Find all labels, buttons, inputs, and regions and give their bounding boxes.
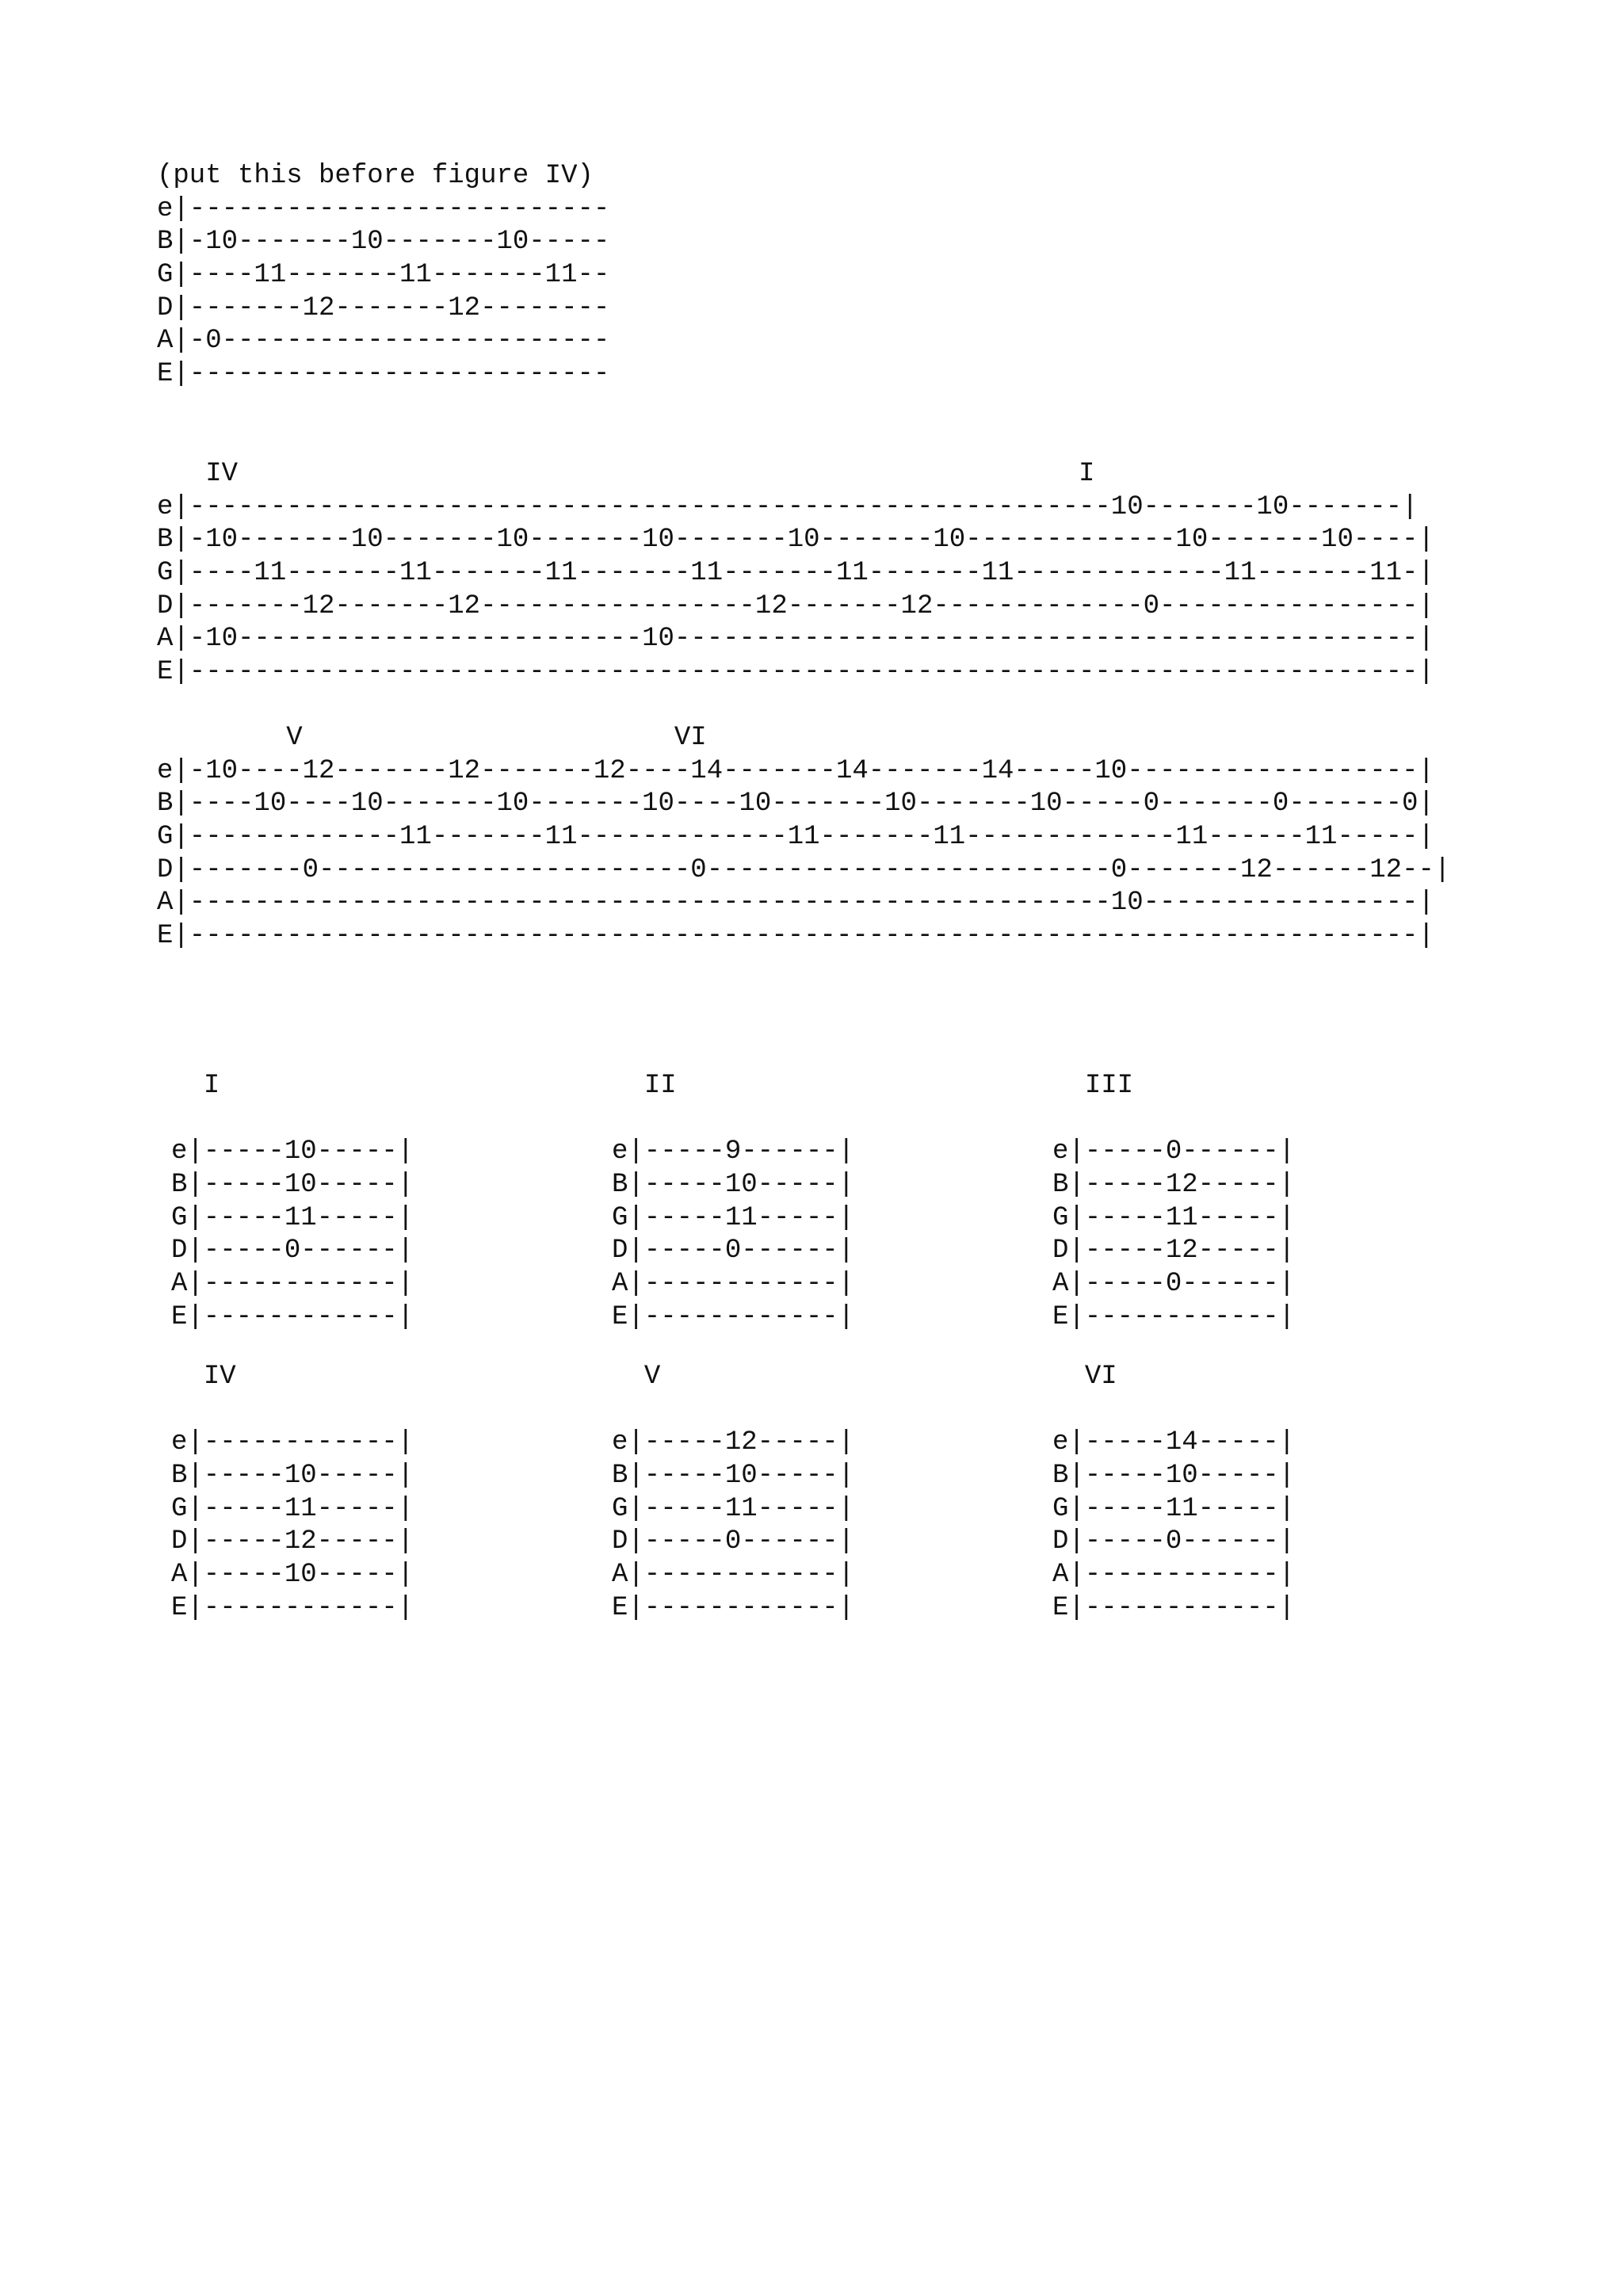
chord-VI-string-D: D|-----0------|: [1052, 1526, 1296, 1557]
chord-V-string-G: G|-----11-----|: [612, 1493, 855, 1524]
tab-system-2: [157, 722, 1450, 953]
system1-string-E: E|----------------------------------------------------------------------------|: [157, 657, 1434, 688]
chord-V-string-D: D|-----0------|: [612, 1526, 855, 1557]
chord-diagram-IV: [171, 1361, 414, 1626]
chord-II-string-A: A|------------|: [612, 1269, 855, 1300]
chord-I-string-E: E|------------|: [171, 1301, 414, 1332]
chord-VI-string-A: A|------------|: [1052, 1560, 1296, 1591]
chord-I-string-G: G|-----11-----|: [171, 1202, 414, 1233]
tab-system-1: [157, 458, 1434, 690]
chord-diagram-V: [612, 1361, 854, 1626]
chord-VI-string-e: e|-----14-----|: [1052, 1427, 1296, 1458]
intro-tab-block: [157, 160, 609, 392]
system2-string-A: A|---------------------------------------------------------10-----------------|: [157, 888, 1434, 919]
chord-IV-name: IV: [203, 1362, 236, 1392]
chord-III-name: III: [1084, 1071, 1134, 1101]
chord-diagram-III: [1052, 1070, 1295, 1335]
chord-III-string-E: E|------------|: [1052, 1301, 1296, 1332]
chord-III-string-B: B|-----12-----|: [1052, 1170, 1296, 1201]
chord-diagram-VI: [1052, 1361, 1295, 1626]
chord-I-string-A: A|------------|: [171, 1269, 414, 1300]
chord-II-string-E: E|------------|: [612, 1301, 855, 1332]
chord-V-string-e: e|-----12-----|: [612, 1427, 855, 1458]
system2-string-D: D|-------0-----------------------0-------------------------0-------12------12--|: [157, 854, 1451, 885]
chord-II-string-D: D|-----0------|: [612, 1236, 855, 1266]
system1-string-G: G|----11-------11-------11-------11-------11-------11-------------11-------11-|: [157, 558, 1434, 589]
chord-I-name: I: [203, 1071, 220, 1101]
chord-VI-string-B: B|-----10-----|: [1052, 1461, 1296, 1492]
intro-string-D: D|-------12-------12--------: [157, 292, 610, 323]
system1-chord-markers: IV I: [157, 459, 1095, 489]
chord-II-string-B: B|-----10-----|: [612, 1170, 855, 1201]
chord-IV-string-D: D|-----12-----|: [171, 1526, 414, 1557]
system2-string-B: B|----10----10-------10-------10----10-------10-------10-----0-------0-------0|: [157, 789, 1434, 819]
chord-V-string-B: B|-----10-----|: [612, 1461, 855, 1492]
intro-string-B: B|-10-------10-------10-----: [157, 227, 610, 258]
chord-IV-string-e: e|------------|: [171, 1427, 414, 1458]
system2-string-G: G|-------------11-------11-------------11-------11-------------11------11-----|: [157, 822, 1434, 853]
chord-IV-string-E: E|------------|: [171, 1592, 414, 1623]
chord-III-string-e: e|-----0------|: [1052, 1137, 1296, 1167]
chord-diagram-II: [612, 1070, 854, 1335]
system2-string-E: E|----------------------------------------------------------------------------|: [157, 921, 1434, 952]
chord-VI-string-E: E|------------|: [1052, 1592, 1296, 1623]
intro-string-G: G|----11-------11-------11--: [157, 260, 610, 291]
intro-string-e: e|--------------------------: [157, 193, 610, 224]
system1-string-D: D|-------12-------12-----------------12-------12-------------0----------------|: [157, 590, 1434, 621]
chord-I-string-e: e|-----10-----|: [171, 1137, 414, 1167]
chord-II-string-e: e|-----9------|: [612, 1137, 855, 1167]
chord-III-string-D: D|-----12-----|: [1052, 1236, 1296, 1266]
chord-II-name: II: [643, 1071, 677, 1101]
chord-III-string-G: G|-----11-----|: [1052, 1202, 1296, 1233]
chord-IV-string-A: A|-----10-----|: [171, 1560, 414, 1591]
system1-string-B: B|-10-------10-------10-------10-------10-------10-------------10-------10----|: [157, 525, 1434, 556]
chord-V-name: V: [643, 1362, 661, 1392]
chord-V-string-A: A|------------|: [612, 1560, 855, 1591]
chord-II-string-G: G|-----11-----|: [612, 1202, 855, 1233]
chord-IV-string-G: G|-----11-----|: [171, 1493, 414, 1524]
chord-I-string-D: D|-----0------|: [171, 1236, 414, 1266]
system1-string-A: A|-10-------------------------10----------------------------------------------|: [157, 624, 1434, 655]
intro-string-A: A|-0------------------------: [157, 326, 610, 357]
chord-VI-name: VI: [1084, 1362, 1117, 1392]
system2-chord-markers: V VI: [157, 723, 707, 753]
intro-heading: (put this before figure IV): [157, 161, 594, 191]
system2-string-e: e|-10----12-------12-------12----14-------14-------14-----10------------------|: [157, 755, 1434, 786]
system1-string-e: e|---------------------------------------------------------10-------10-------|: [157, 491, 1419, 522]
intro-string-E: E|--------------------------: [157, 359, 610, 390]
chord-I-string-B: B|-----10-----|: [171, 1170, 414, 1201]
chord-III-string-A: A|-----0------|: [1052, 1269, 1296, 1300]
chord-diagram-I: [171, 1070, 414, 1335]
chord-V-string-E: E|------------|: [612, 1592, 855, 1623]
chord-VI-string-G: G|-----11-----|: [1052, 1493, 1296, 1524]
chord-IV-string-B: B|-----10-----|: [171, 1461, 414, 1492]
